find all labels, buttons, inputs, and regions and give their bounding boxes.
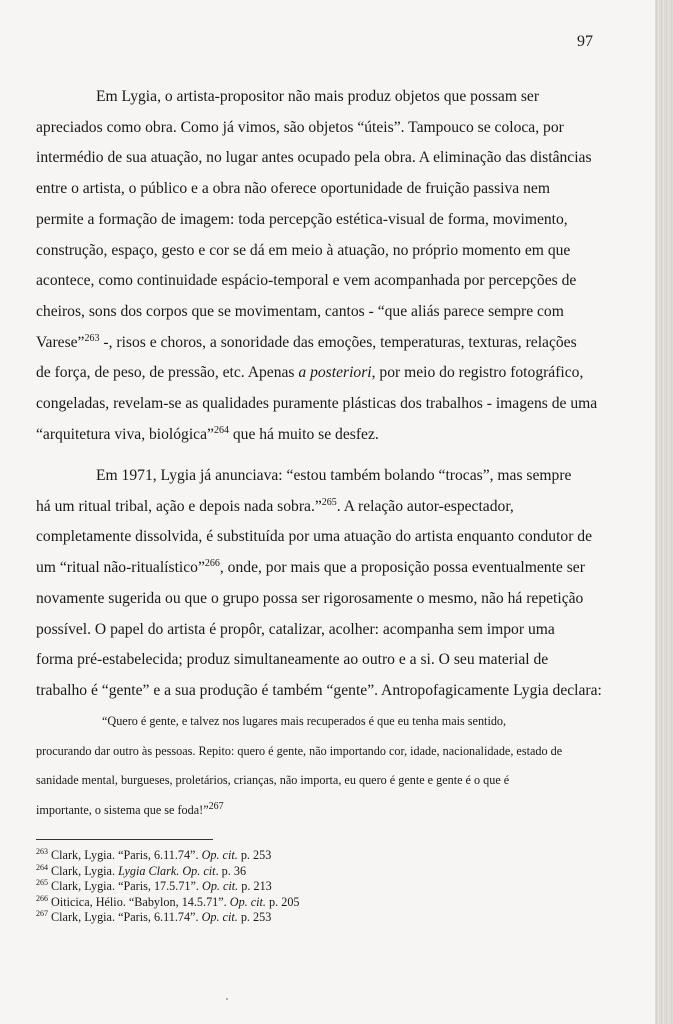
text-run: . A relação autor-espectador,	[336, 497, 514, 515]
footnote-ref: 267	[208, 800, 224, 812]
text-line	[36, 498, 514, 516]
footnote-265	[36, 879, 272, 894]
footnote-text: Oiticica, Hélio. “Babylon, 14.5.71”.	[51, 894, 230, 909]
text-run: , onde, por mais que a proposição possa eventualmente ser	[219, 559, 585, 577]
footnote-number: 266	[36, 893, 48, 903]
text-run: de força, de peso, de pressão, etc. Apenas	[36, 364, 299, 382]
footnote-italic: Op. cit.	[229, 894, 266, 909]
footnote-text: Clark, Lygia. “Paris, 17.5.71”.	[51, 879, 203, 893]
footnote-ref: 265	[321, 496, 337, 508]
text-line: novamente sugerida ou que o grupo possa ser rigorosamente o mesmo, não há repetição	[36, 589, 584, 607]
footnote-266	[36, 895, 300, 910]
text-line: permite a formação de imagem: toda percepção estética-visual de forma, movimento,	[36, 210, 568, 228]
text-run: que há muito se desfez.	[228, 425, 379, 443]
footnote-page: . p. 36	[215, 863, 247, 878]
text-line	[36, 334, 577, 352]
page-speck	[226, 998, 228, 1000]
text-line: completamente dissolvida, é substituída por uma atuação do artista enquanto condutor de	[36, 528, 593, 546]
footnote-page: p. 205	[265, 894, 300, 909]
footnote-text: Clark, Lygia. “Paris, 6.11.74”.	[51, 910, 202, 924]
footnote-italic: Op. cit.	[201, 910, 238, 924]
text-line: acontece, como continuidade espácio-temporal e vem acompanhada por percepções de	[36, 272, 577, 290]
text-line: intermédio de sua atuação, no lugar antes ocupado pela obra. A eliminação das distâncias	[36, 149, 592, 167]
footnote-ref: 263	[84, 332, 100, 344]
text-line: “Quero é gente, e talvez nos lugares mais recuperados é que eu tenha mais sentido,	[102, 714, 507, 728]
text-line: trabalho é “gente” e a sua produção é também “gente”. Antropofagicamente Lygia declara:	[36, 681, 602, 699]
text-line: sanidade mental, burgueses, proletários, crianças, não importa, eu quero é gente e gente é o que é	[36, 773, 510, 787]
footnote-text: Clark, Lygia. “Paris, 6.11.74”.	[51, 848, 202, 862]
text-line	[36, 800, 224, 818]
footnote-264	[36, 864, 246, 879]
text-run: um “ritual não-ritualístico”	[36, 559, 205, 577]
footnote-italic: Lygia Clark. Op. cit	[118, 863, 216, 878]
text-line: forma pré-estabelecida; produz simultaneamente ao outro e a si. O seu material de	[36, 651, 549, 669]
text-line	[36, 364, 583, 382]
text-line: cheiros, sons dos corpos que se movimentam, cantos - “que aliás parece sempre com	[36, 302, 564, 320]
text-line: construção, espaço, gesto e cor se dá em meio à atuação, no próprio momento em que	[36, 241, 571, 259]
text-line	[36, 426, 379, 444]
text-line: procurando dar outro às pessoas. Repito: quero é gente, não importando cor, idade, nacionalidade, estado de	[36, 743, 563, 758]
footnote-ref: 264	[213, 424, 229, 436]
text-run: -, risos e choros, a sonoridade das emoções, temperaturas, texturas, relações	[99, 333, 577, 351]
page-number: 97	[577, 33, 593, 50]
footnote-number: 264	[36, 862, 48, 872]
italic-run: a posteriori	[298, 364, 372, 382]
footnote-separator	[36, 839, 213, 840]
footnote-text: Clark, Lygia.	[51, 863, 119, 878]
footnote-267	[36, 910, 271, 925]
footnote-number: 267	[36, 908, 48, 918]
footnote-263	[36, 848, 271, 863]
text-line: Em Lygia, o artista-propositor não mais produz objetos que possam ser	[96, 88, 540, 105]
text-line: Em 1971, Lygia já anunciava: “estou também bolando “trocas”, mas sempre	[96, 467, 572, 484]
footnote-italic: Op. cit.	[202, 879, 239, 893]
text-line: entre o artista, o público e a obra não oferece oportunidade de fruição passiva nem	[36, 180, 550, 198]
footnote-italic: Op. cit.	[201, 848, 238, 862]
footnote-page: p. 213	[238, 879, 272, 893]
footnote-page: p. 253	[237, 848, 272, 862]
text-run: importante, o sistema que se foda!”	[36, 802, 209, 817]
footnote-number: 265	[36, 877, 48, 887]
text-line: apreciados como obra. Como já vimos, são objetos “úteis”. Tampouco se coloca, por	[36, 118, 564, 136]
page-stack-edge	[655, 0, 673, 1024]
text-line	[36, 559, 585, 577]
footnote-number: 263	[36, 846, 48, 856]
text-run: , por meio do registro fotográfico,	[371, 364, 584, 382]
text-line: possível. O papel do artista é propôr, catalizar, acolher: acompanha sem impor uma	[36, 620, 555, 638]
text-run: “arquitetura viva, biológica”	[36, 425, 214, 443]
footnote-ref: 266	[204, 557, 220, 569]
footnote-page: p. 253	[237, 910, 272, 924]
text-run: Varese”	[36, 333, 85, 351]
text-line: congeladas, revelam-se as qualidades puramente plásticas dos trabalhos - imagens de uma	[36, 395, 598, 412]
text-run: há um ritual tribal, ação e depois nada sobra.”	[36, 497, 322, 515]
